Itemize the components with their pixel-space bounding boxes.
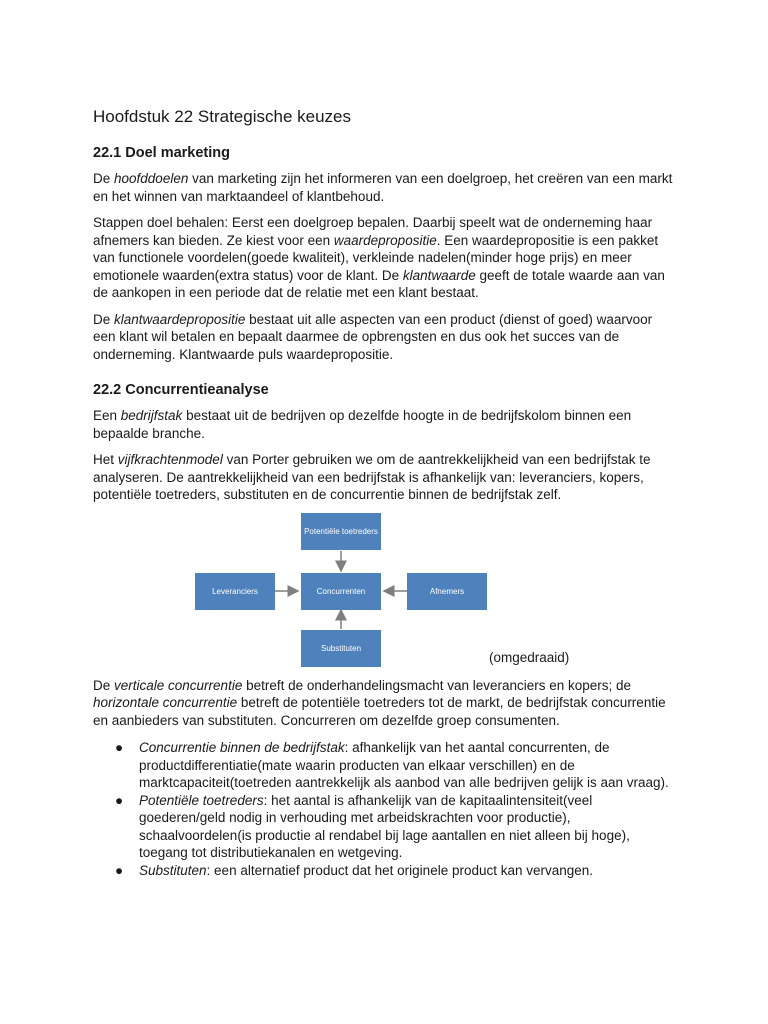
paragraph-stappen: Stappen doel behalen: Eerst een doelgroep bepalen. Daarbij speelt wat de onderneming haar afnemers kan bieden. Ze kiest voor een waardepropositie. Een waardepropositie is een pakket van functionele voordelen(goede kwaliteit), verkleinde nadelen(minder hoge prijs) en meer emotionele waarden(extra status) voor de klant. De klantwaarde geeft de totale waarde aan van de aankopen in een periode dat de relatie met een klant bestaat. (93, 215, 665, 300)
chapter-title: Hoofdstuk 22 Strategische keuzes (93, 107, 351, 126)
list-item-text: Substituten: een alternatief product dat het originele product kan vervangen. (139, 862, 594, 878)
box-concurrenten: Concurrenten (301, 573, 381, 610)
section-heading-concurrentieanalyse: 22.2 Concurrentieanalyse (93, 382, 269, 398)
box-afnemers: Afnemers (407, 573, 487, 610)
paragraph-klantwaardepropositie: De klantwaardepropositie bestaat uit alle aspecten van een product (dienst of goed) waarvoor een klant wil betalen en bepaalt daarmee de opbrengsten en dus ook het succes van de onderneming. Klantwaarde puls waardepropositie. (93, 311, 653, 362)
box-substituten: Substituten (301, 630, 381, 667)
box-potentiele-toetreders: Potentiële toetreders (301, 513, 381, 550)
bullet-icon: ● (115, 862, 124, 878)
section-heading-doel-marketing: 22.1 Doel marketing (93, 145, 230, 161)
box-leveranciers: Leveranciers (195, 573, 275, 610)
five-forces-diagram (93, 513, 673, 673)
paragraph-hoofddoelen: De hoofddoelen van marketing zijn het informeren van een doelgroep, het creëren van een markt en het winnen van marktaandeel of klantbehoud. (93, 171, 673, 204)
bullet-icon: ● (115, 792, 124, 808)
forces-bullet-list (93, 739, 673, 879)
paragraph-vijfkrachtenmodel: Het vijfkrachtenmodel van Porter gebruiken we om de aantrekkelijkheid van een bedrijfstak te analyseren. De aantrekkelijkheid van een bedrijfstak is afhankelijk van: leveranciers, kopers, potentiële toetreders, substituten en de concurrentie binnen de bedrijfstak zelf. (93, 452, 651, 502)
list-item-substituten (93, 862, 673, 880)
diagram-arrows (93, 513, 673, 673)
list-item-toetreders (93, 792, 673, 862)
bullet-icon: ● (115, 740, 124, 755)
list-item-text: Potentiële toetreders: het aantal is afhankelijk van de kapitaalintensiteit(veel goederen/geld nodig in verhouding met arbeidskrachten voor productie), schaalvoordelen(is productie al rendabel bij lage aantallen en niet alleen bij hoge), toegang tot distributiekanalen en wetgeving. (139, 792, 630, 860)
list-item-text: Concurrentie binnen de bedrijfstak: afhankelijk van het aantal concurrenten, de productdifferentiatie(mate waarin producten van elkaar verschillen) en de marktcapaciteit(toetreden aantrekkelijk als aanbod van alle bedrijven gelijk is aan vraag). (139, 740, 669, 790)
paragraph-concurrentie-types: De verticale concurrentie betreft de onderhandelingsmacht van leveranciers en kopers; de horizontale concurrentie betreft de potentiële toetreders tot de markt, de bedrijfstak concurrentie en aanbieders van substituten. Concurreren om dezelfde groep consumenten. (93, 677, 666, 728)
document-page (93, 106, 673, 879)
list-item-concurrentie (93, 739, 673, 792)
paragraph-bedrijfstak: Een bedrijfstak bestaat uit de bedrijven op dezelfde hoogte in de bedrijfskolom binnen een bepaalde branche. (93, 408, 632, 441)
diagram-caption: (omgedraaid) (489, 649, 570, 665)
